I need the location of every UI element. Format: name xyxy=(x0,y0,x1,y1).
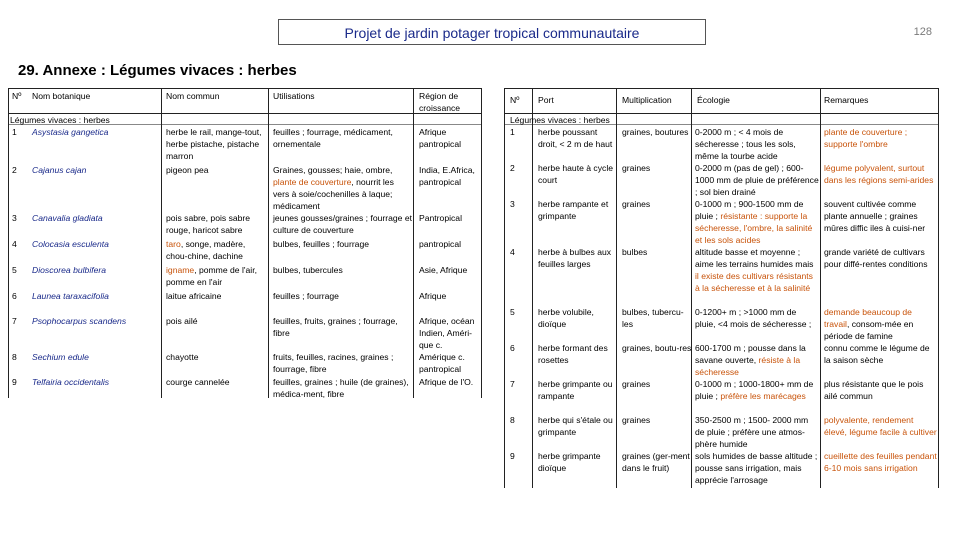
highlight-resistant: résistante : supporte la sécheresse, l'ombre, la salinité et les sols acides xyxy=(695,211,813,245)
common-name: herbe le rail, mange-tout, herbe pistache, pistache marron xyxy=(166,127,262,161)
region: Afrique xyxy=(419,291,447,301)
common-name xyxy=(166,238,266,262)
botanical-name: Colocasia esculenta xyxy=(32,239,109,249)
region: Afrique, océan Indien, Améri-que c. xyxy=(419,316,475,350)
common-name xyxy=(166,264,270,288)
ecology-part: 600-1700 m ; pousse dans la savane ouverte, xyxy=(695,343,806,365)
page-number: 128 xyxy=(913,26,932,38)
growth-habit: herbe rampante et grimpante xyxy=(538,199,609,221)
row-num: 5 xyxy=(510,307,515,317)
botanical-name: Sechium edule xyxy=(32,352,89,362)
highlight-marshes: préfère les marécages xyxy=(720,391,806,401)
highlight-taro: taro xyxy=(166,239,181,249)
common-name: pois ailé xyxy=(166,316,198,326)
region: Asie, Afrique xyxy=(419,265,468,275)
remarks: polyvalente, rendement élevé, légume facile à cultiver xyxy=(824,415,937,437)
botanical-name: Launea taraxacifolia xyxy=(32,291,109,301)
row-num: 1 xyxy=(12,127,17,137)
growth-habit: herbe volubile, dioïque xyxy=(538,307,594,329)
uses: feuilles, graines ; huile (de graines), médica-ment, fibre xyxy=(273,377,409,399)
botanical-name: Psophocarpus scandens xyxy=(32,316,127,326)
multiplication: graines xyxy=(622,415,651,425)
growth-habit: herbe poussant droit, < 2 m de haut xyxy=(538,127,613,149)
common-name: courge cannelée xyxy=(166,377,230,387)
multiplication: graines xyxy=(622,163,651,173)
remarks: souvent cultivée comme plante annuelle ; graines mûres diffic iles à cuisi-ner xyxy=(824,199,926,233)
botanical-name: Telfairia occidentalis xyxy=(32,377,110,387)
botanical-name: Cajanus cajan xyxy=(32,165,87,175)
region: Pantropical xyxy=(419,213,462,223)
row-num: 9 xyxy=(510,451,515,461)
botanical-name: Asystasia gangetica xyxy=(32,127,109,137)
multiplication: graines, boutures xyxy=(622,127,689,137)
remarks: plante de couverture ; supporte l'ombre xyxy=(824,127,908,149)
header-uses: Utilisations xyxy=(273,91,315,101)
region: India, E.Africa, pantropical xyxy=(419,165,475,187)
highlight-cover-crop: plante de couverture xyxy=(273,177,352,187)
ecology: 350-2500 m ; 1500- 2000 mm de pluie ; préfère une atmos-phère humide xyxy=(695,415,809,449)
row-num: 4 xyxy=(12,239,17,249)
multiplication: bulbes, tubercu-les xyxy=(622,307,684,329)
ecology-part: 0-1000 m ; 1000-1800+ mm de pluie ; xyxy=(695,379,814,401)
multiplication: bulbes xyxy=(622,247,648,257)
common-name: pois sabre, pois sabre rouge, haricot sabre xyxy=(166,213,251,235)
region: Afrique pantropical xyxy=(419,127,462,149)
group-label: Légumes vivaces : herbes xyxy=(510,115,610,125)
ecology-part: 0-1000 m ; 900-1500 mm de pluie ; xyxy=(695,199,804,221)
remarks: grande variété de cultivars pour diffé-rentes conditions xyxy=(824,247,928,269)
row-num: 6 xyxy=(12,291,17,301)
group-label: Légumes vivaces : herbes xyxy=(10,115,110,125)
remarks: connu comme le légume de la saison sèche xyxy=(824,343,930,365)
row-num: 9 xyxy=(12,377,17,387)
ecology-part: altitude basse et moyenne ; aime les terrains humides mais xyxy=(695,247,814,269)
common-name: laitue africaine xyxy=(166,291,222,301)
remarks: cueillette des feuilles pendant 6-10 mois sans irrigation xyxy=(824,451,937,473)
row-num: 5 xyxy=(12,265,17,275)
common-part: , pomme de l'air, pomme en l'air xyxy=(166,265,257,287)
uses xyxy=(273,164,411,212)
region: pantropical xyxy=(419,239,462,249)
multiplication: graines xyxy=(622,199,651,209)
uses: feuilles, fruits, graines ; fourrage, fibre xyxy=(273,316,398,338)
header-botanical-name: Nom botanique xyxy=(32,91,91,101)
growth-habit: herbe grimpante dioïque xyxy=(538,451,601,473)
remarks: plus résistante que le pois ailé commun xyxy=(824,379,924,401)
uses: bulbes, tubercules xyxy=(273,265,343,275)
header-region: Région de croissance xyxy=(419,91,461,113)
row-num: 3 xyxy=(510,199,515,209)
remarks: légume polyvalent, surtout dans les régions semi-arides xyxy=(824,163,934,185)
common-part: , songe, madère, chou-chine, dachine xyxy=(166,239,246,261)
ecology xyxy=(695,342,819,378)
uses-part: , nourrit les vers à soie/cochenilles à laque; médicament xyxy=(273,177,394,211)
common-name: pigeon pea xyxy=(166,165,209,175)
uses: bulbes, feuilles ; fourrage xyxy=(273,239,370,249)
highlight-igname: igname xyxy=(166,265,195,275)
row-num: 6 xyxy=(510,343,515,353)
page-header-title: Projet de jardin potager tropical communautaire xyxy=(278,19,706,45)
ecology xyxy=(695,378,819,402)
header-num: Nº xyxy=(510,95,520,105)
row-num: 3 xyxy=(12,213,17,223)
row-num: 8 xyxy=(510,415,515,425)
region: Amérique c. pantropical xyxy=(419,352,465,374)
common-name: chayotte xyxy=(166,352,199,362)
ecology: 0-2000 m ; < 4 mois de sécheresse ; tous les sols, même la tourbe acide xyxy=(695,127,796,161)
growth-habit: herbe haute à cycle court xyxy=(538,163,614,185)
header-port: Port xyxy=(538,95,554,105)
uses: feuilles ; fourrage, médicament, ornementale xyxy=(273,127,393,149)
botanical-name: Dioscorea bulbifera xyxy=(32,265,107,275)
uses: jeunes gousses/graines ; fourrage et culture de couverture xyxy=(273,213,413,235)
uses: fruits, feuilles, racines, graines ; fourrage, fibre xyxy=(273,352,394,374)
ecology: sols humides de basse altitude ; pousse sans irrigation, mais apprécie l'arrosage xyxy=(695,451,818,485)
row-num: 7 xyxy=(12,316,17,326)
row-num: 4 xyxy=(510,247,515,257)
multiplication: graines, boutu-res xyxy=(622,343,692,353)
header-remarks: Remarques xyxy=(824,95,869,105)
uses: feuilles ; fourrage xyxy=(273,291,339,301)
ecology: 0-2000 m (pas de gel) ; 600-1000 mm de pluie de préférence ; sol bien drainé xyxy=(695,163,819,197)
highlight-labor: demande beaucoup de travail xyxy=(824,307,912,329)
section-title: 29. Annexe : Légumes vivaces : herbes xyxy=(18,62,297,79)
row-num: 7 xyxy=(510,379,515,389)
growth-habit: herbe formant des rosettes xyxy=(538,343,608,365)
ecology xyxy=(695,246,819,294)
ecology xyxy=(695,198,819,246)
header-multiplication: Multiplication xyxy=(622,95,672,105)
row-num: 8 xyxy=(12,352,17,362)
botanical-name: Canavalia gladiata xyxy=(32,213,103,223)
region: Afrique de l'O. xyxy=(419,377,474,387)
multiplication: graines (ger-ment dans le fruit) xyxy=(622,451,690,473)
remarks-part: , consom-mée en période de famine xyxy=(824,319,914,341)
header-ecology: Écologie xyxy=(697,95,730,105)
row-num: 2 xyxy=(510,163,515,173)
growth-habit: herbe qui s'étale ou grimpante xyxy=(538,415,613,437)
remarks xyxy=(824,306,938,342)
header-num: Nº xyxy=(12,91,22,101)
highlight-cultivars: il existe des cultivars résistants à la sécheresse et à la salinité xyxy=(695,271,813,293)
growth-habit: herbe grimpante ou rampante xyxy=(538,379,613,401)
header-common-name: Nom commun xyxy=(166,91,220,101)
highlight-drought: résiste à la sécheresse xyxy=(695,355,801,377)
row-num: 1 xyxy=(510,127,515,137)
multiplication: graines xyxy=(622,379,651,389)
uses-part: Graines, gousses; haie, ombre, xyxy=(273,165,393,175)
growth-habit: herbe à bulbes aux feuilles larges xyxy=(538,247,612,269)
row-num: 2 xyxy=(12,165,17,175)
ecology: 0-1200+ m ; >1000 mm de pluie, <4 mois de sécheresse ; xyxy=(695,307,812,329)
